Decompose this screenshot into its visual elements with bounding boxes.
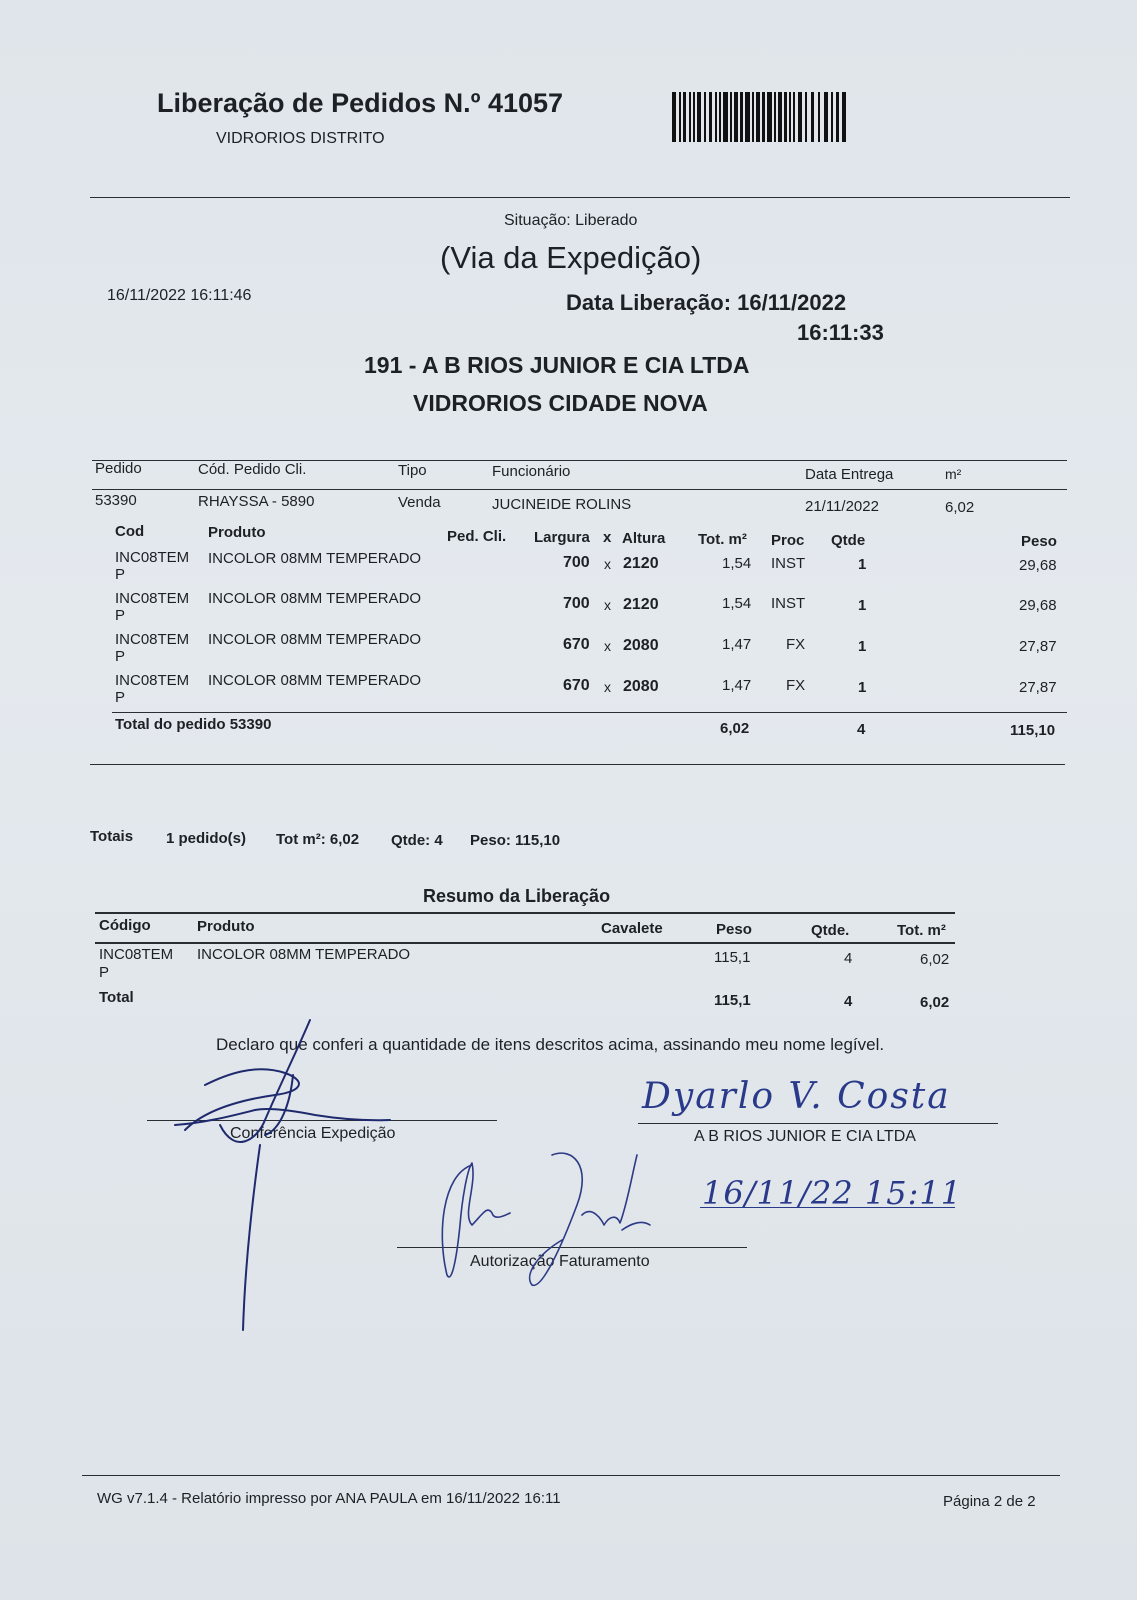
item-row-1-produto: INCOLOR 08MM TEMPERADO bbox=[208, 590, 422, 607]
col-cod-pedido-cli: Cód. Pedido Cli. bbox=[198, 461, 307, 478]
resumo-row-peso: 115,1 bbox=[714, 949, 751, 966]
items-col-produto: Produto bbox=[208, 524, 266, 541]
resumo-col-produto: Produto bbox=[197, 918, 255, 935]
item-row-1-largura: 700 bbox=[563, 595, 590, 612]
col-tipo: Tipo bbox=[398, 462, 427, 479]
items-col-altura: Altura bbox=[622, 530, 666, 547]
items-col-qtde: Qtde bbox=[831, 532, 866, 549]
resumo-col-qtde: Qtde. bbox=[811, 922, 850, 939]
items-col-tot-m2: Tot. m² bbox=[698, 531, 747, 548]
barcode-graphic bbox=[672, 92, 847, 142]
resumo-header-rule bbox=[95, 942, 955, 944]
via-label: (Via da Expedição) bbox=[440, 240, 702, 275]
items-col-ped-cli: Ped. Cli. bbox=[447, 528, 507, 545]
item-row-3-tot: 1,47 bbox=[722, 677, 752, 694]
item-row-3-altura: 2080 bbox=[623, 678, 659, 695]
resumo-row-cod: INC08TEM bbox=[99, 946, 174, 963]
item-row-0-cod: INC08TEM bbox=[115, 549, 190, 566]
order-total-label: Total do pedido 53390 bbox=[115, 716, 272, 733]
item-row-1-cod: INC08TEM bbox=[115, 590, 190, 607]
item-row-3-peso: 27,87 bbox=[1019, 679, 1057, 696]
item-row-3-largura: 670 bbox=[563, 677, 590, 694]
resumo-total-peso: 115,1 bbox=[714, 992, 751, 1009]
items-col-proc: Proc bbox=[771, 532, 805, 549]
item-row-1-x: x bbox=[604, 597, 611, 613]
item-row-1-tot: 1,54 bbox=[722, 595, 752, 612]
item-row-0-altura: 2120 bbox=[623, 555, 659, 572]
autorizacao-signature bbox=[432, 1145, 662, 1295]
order-total-qtde: 4 bbox=[857, 721, 866, 738]
col-data-entrega: Data Entrega bbox=[805, 466, 894, 483]
item-row-3-cod: INC08TEM bbox=[115, 672, 190, 689]
item-row-3-produto: INCOLOR 08MM TEMPERADO bbox=[208, 672, 422, 689]
autorizacao-label: Autorização Faturamento bbox=[470, 1253, 650, 1270]
items-col-peso: Peso bbox=[1021, 533, 1057, 550]
order-header-mid-rule bbox=[92, 489, 1067, 490]
item-row-3-cod-cont: P bbox=[115, 689, 126, 706]
item-row-2-cod: INC08TEM bbox=[115, 631, 190, 648]
totais-peso: Peso: 115,10 bbox=[470, 832, 561, 849]
resumo-col-cavalete: Cavalete bbox=[601, 920, 663, 937]
item-row-1-peso: 29,68 bbox=[1019, 597, 1057, 614]
resumo-total-m2: 6,02 bbox=[920, 994, 950, 1011]
item-row-0-qtde: 1 bbox=[858, 556, 867, 573]
item-row-2-qtde: 1 bbox=[858, 638, 867, 655]
handwritten-date-underline bbox=[700, 1207, 955, 1208]
resumo-row-produto: INCOLOR 08MM TEMPERADO bbox=[197, 946, 411, 963]
items-total-rule bbox=[112, 712, 1067, 713]
company-name: VIDRORIOS DISTRITO bbox=[216, 130, 385, 147]
order-data-entrega: 21/11/2022 bbox=[805, 498, 879, 515]
release-date: Data Liberação: 16/11/2022 bbox=[566, 290, 847, 315]
item-row-2-altura: 2080 bbox=[623, 637, 659, 654]
item-row-1-cod-cont: P bbox=[115, 607, 126, 624]
footer-left-text: WG v7.1.4 - Relatório impresso por ANA PAULA em 16/11/2022 16:11 bbox=[97, 1490, 561, 1507]
item-row-3-proc: FX bbox=[786, 677, 806, 694]
totais-pedidos: 1 pedido(s) bbox=[166, 830, 247, 847]
item-row-0-cod-cont: P bbox=[115, 566, 126, 583]
item-row-1-proc: INST bbox=[771, 595, 806, 612]
handwritten-client-name: Dyarlo V. Costa bbox=[642, 1076, 951, 1117]
item-row-2-x: x bbox=[604, 638, 611, 654]
conferencia-label: Conferência Expedição bbox=[230, 1125, 396, 1142]
resumo-row-qtde: 4 bbox=[844, 950, 853, 967]
totais-label: Totais bbox=[90, 828, 134, 845]
totais-qtde: Qtde: 4 bbox=[391, 832, 443, 849]
resumo-total-label: Total bbox=[99, 989, 134, 1006]
order-total-peso: 115,10 bbox=[1010, 722, 1056, 739]
resumo-row-tot: 6,02 bbox=[920, 951, 950, 968]
cliente-signature-line bbox=[638, 1123, 998, 1124]
footer-page-number: Página 2 de 2 bbox=[943, 1493, 1036, 1510]
cliente-label: A B RIOS JUNIOR E CIA LTDA bbox=[694, 1128, 916, 1145]
item-row-0-largura: 700 bbox=[563, 554, 590, 571]
order-m2: 6,02 bbox=[945, 499, 975, 516]
totais-m2: Tot m²: 6,02 bbox=[276, 831, 360, 848]
handwritten-date: 16/11/22 15:11 bbox=[702, 1174, 963, 1212]
item-row-3-x: x bbox=[604, 679, 611, 695]
item-row-2-cod-cont: P bbox=[115, 648, 126, 665]
item-row-2-tot: 1,47 bbox=[722, 636, 752, 653]
resumo-row-cod-cont: P bbox=[99, 964, 110, 981]
resumo-col-tot-m2: Tot. m² bbox=[897, 922, 946, 939]
col-pedido: Pedido bbox=[95, 460, 142, 477]
header-divider bbox=[90, 197, 1070, 198]
item-row-2-produto: INCOLOR 08MM TEMPERADO bbox=[208, 631, 422, 648]
order-funcionario: JUCINEIDE ROLINS bbox=[492, 496, 632, 513]
item-row-0-produto: INCOLOR 08MM TEMPERADO bbox=[208, 550, 422, 567]
item-row-0-tot: 1,54 bbox=[722, 555, 752, 572]
resumo-total-qtde: 4 bbox=[844, 993, 853, 1010]
client-store: VIDRORIOS CIDADE NOVA bbox=[413, 390, 708, 416]
conferencia-signature bbox=[165, 1015, 405, 1335]
items-col-x: x bbox=[603, 529, 612, 546]
footer-rule bbox=[82, 1475, 1060, 1476]
barcode bbox=[672, 92, 847, 142]
printed-timestamp: 16/11/2022 16:11:46 bbox=[107, 287, 252, 304]
item-row-2-largura: 670 bbox=[563, 636, 590, 653]
item-row-3-qtde: 1 bbox=[858, 679, 867, 696]
order-cod-cli: RHAYSSA - 5890 bbox=[198, 493, 315, 510]
items-col-largura: Largura bbox=[534, 529, 590, 546]
resumo-title: Resumo da Liberação bbox=[423, 886, 611, 906]
order-pedido: 53390 bbox=[95, 492, 137, 509]
item-row-0-proc: INST bbox=[771, 555, 806, 572]
resumo-col-peso: Peso bbox=[716, 921, 752, 938]
document-title: Liberação de Pedidos N.º 41057 bbox=[157, 88, 564, 118]
order-tipo: Venda bbox=[398, 494, 441, 511]
status-text: Situação: Liberado bbox=[504, 212, 638, 229]
resumo-top-rule bbox=[95, 912, 955, 914]
item-row-0-peso: 29,68 bbox=[1019, 557, 1057, 574]
resumo-col-codigo: Código bbox=[99, 917, 151, 934]
section-divider bbox=[90, 764, 1065, 765]
item-row-1-qtde: 1 bbox=[858, 597, 867, 614]
item-row-0-x: x bbox=[604, 556, 611, 572]
client-name: 191 - A B RIOS JUNIOR E CIA LTDA bbox=[364, 352, 750, 378]
col-m2: m² bbox=[945, 466, 962, 482]
item-row-2-proc: FX bbox=[786, 636, 806, 653]
col-funcionario: Funcionário bbox=[492, 463, 571, 480]
declaration-text: Declaro que conferi a quantidade de itens descritos acima, assinando meu nome legível. bbox=[216, 1035, 885, 1054]
release-time: 16:11:33 bbox=[797, 320, 884, 345]
order-total-m2: 6,02 bbox=[720, 720, 750, 737]
items-col-cod: Cod bbox=[115, 523, 145, 540]
item-row-2-peso: 27,87 bbox=[1019, 638, 1057, 655]
item-row-1-altura: 2120 bbox=[623, 596, 659, 613]
